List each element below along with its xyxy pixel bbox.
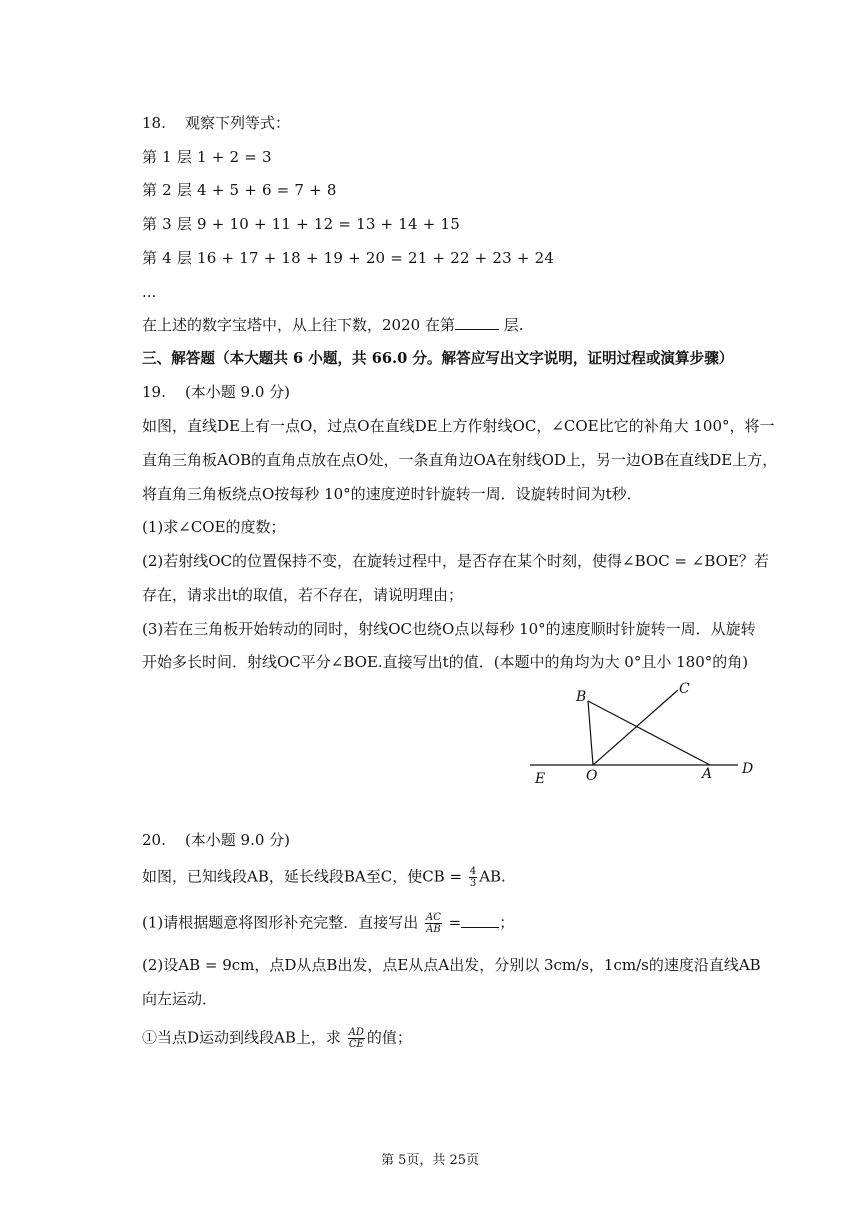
q19-part-3-cont: 开始多长时间．射线OC平分∠BOE.直接写出t的值．(本题中的角均为大 0°且小 180°的角) (142, 653, 749, 671)
q18-question-post: 层. (498, 316, 524, 334)
ray-oc (593, 690, 678, 765)
q19-stem-line-1: 如图，直线DE上有一点O，过点O在直线DE上方作射线OC，∠COE比它的补角大 100°，将一 (142, 417, 775, 435)
q18-header (142, 113, 290, 133)
label-d: D (742, 761, 754, 777)
q19-header (142, 382, 290, 402)
fraction-four-thirds: $\frac{4}{3}$ (469, 866, 477, 889)
q18-layer-4: 第 4 层 16 + 17 + 18 + 19 + 20 = 21 + 22 + 23 + 24 (142, 249, 555, 267)
q20-part-2: (2)设AB = 9cm，点D从点B出发，点E从点A出发，分别以 3cm/s，1cm/s的速度沿直线AB (142, 956, 761, 974)
q20-part1-end: ； (499, 913, 515, 932)
q19-stem-line-3: 将直角三角板绕点O按每秒 10°的速度逆时针旋转一周．设旋转时间为t秒． (142, 485, 642, 503)
q19-stem-line-2: 直角三角板AOB的直角点放在点O处，一条直角边OA在射线OD上，另一边OB在直线DE上方， (142, 451, 778, 469)
q20-header (142, 830, 290, 850)
q20-sub1-post: 的值； (366, 1028, 412, 1047)
q20-stem-post: AB. (479, 867, 506, 886)
q20-number: 20. (142, 831, 166, 849)
q20-score: (本小题 9.0 分) (184, 831, 291, 849)
q20-stem (142, 866, 506, 889)
q20-part-1 (142, 912, 514, 935)
answer-blank[interactable] (461, 913, 499, 928)
q18-question (142, 315, 524, 335)
section-heading: 三、解答题（本大题共 6 小题，共 66.0 分。解答应写出文字说明，证明过程或演算步骤） (142, 350, 734, 367)
q20-part1-pre: (1)请根据题意将图形补充完整．直接写出 (142, 913, 419, 932)
q18-layer-3: 第 3 层 9 + 10 + 11 + 12 = 13 + 14 + 15 (142, 215, 460, 233)
label-e: E (535, 771, 546, 787)
page-footer: 第 5页，共 25页 (380, 1153, 480, 1168)
q19-number: 19. (142, 383, 166, 401)
label-o: O (586, 768, 598, 784)
q20-part1-eq: = (443, 913, 462, 932)
q19-part-2-cont: 存在，请求出t的取值，若不存在，请说明理由； (142, 586, 464, 604)
q19-part-2: (2)若射线OC的位置保持不变，在旋转过程中，是否存在某个时刻，使得∠BOC = ∠BOE？若 (142, 552, 769, 570)
q18-layer-2: 第 2 层 4 + 5 + 6 = 7 + 8 (142, 181, 337, 199)
answer-blank[interactable] (455, 315, 499, 330)
fraction-ac-ab: $\frac{AC}{AB}$ (426, 912, 441, 935)
segment-ba (588, 701, 710, 765)
q19-part-3: (3)若在三角板开始转动的同时，射线OC也绕O点以每秒 10°的速度顺时针旋转一周．从旋转 (142, 620, 756, 638)
q18-question-pre: 在上述的数字宝塔中，从上往下数，2020 在第 (142, 316, 455, 334)
q20-part-2-cont: 向左运动． (142, 990, 218, 1008)
q18-layer-1: 第 1 层 1 + 2 = 3 (142, 148, 272, 166)
fraction-ad-ce: $\frac{AD}{CE}$ (348, 1027, 364, 1050)
label-a: A (702, 766, 713, 782)
q20-sub1-pre: ①当点D运动到线段AB上，求 (142, 1028, 341, 1047)
label-b: B (576, 689, 587, 705)
q18-prompt: 观察下列等式： (184, 114, 290, 132)
q19-figure (520, 676, 770, 791)
q19-part-1: (1)求∠COE的度数； (142, 518, 286, 536)
q20-stem-pre: 如图，已知线段AB，延长线段BA至C，使CB = (142, 867, 463, 886)
label-c: C (679, 681, 690, 697)
q19-score: (本小题 9.0 分) (184, 383, 291, 401)
q20-sub-1 (142, 1027, 412, 1050)
segment-ob (588, 701, 593, 765)
q18-number: 18. (142, 114, 166, 132)
q18-ellipsis: ... (142, 283, 157, 301)
